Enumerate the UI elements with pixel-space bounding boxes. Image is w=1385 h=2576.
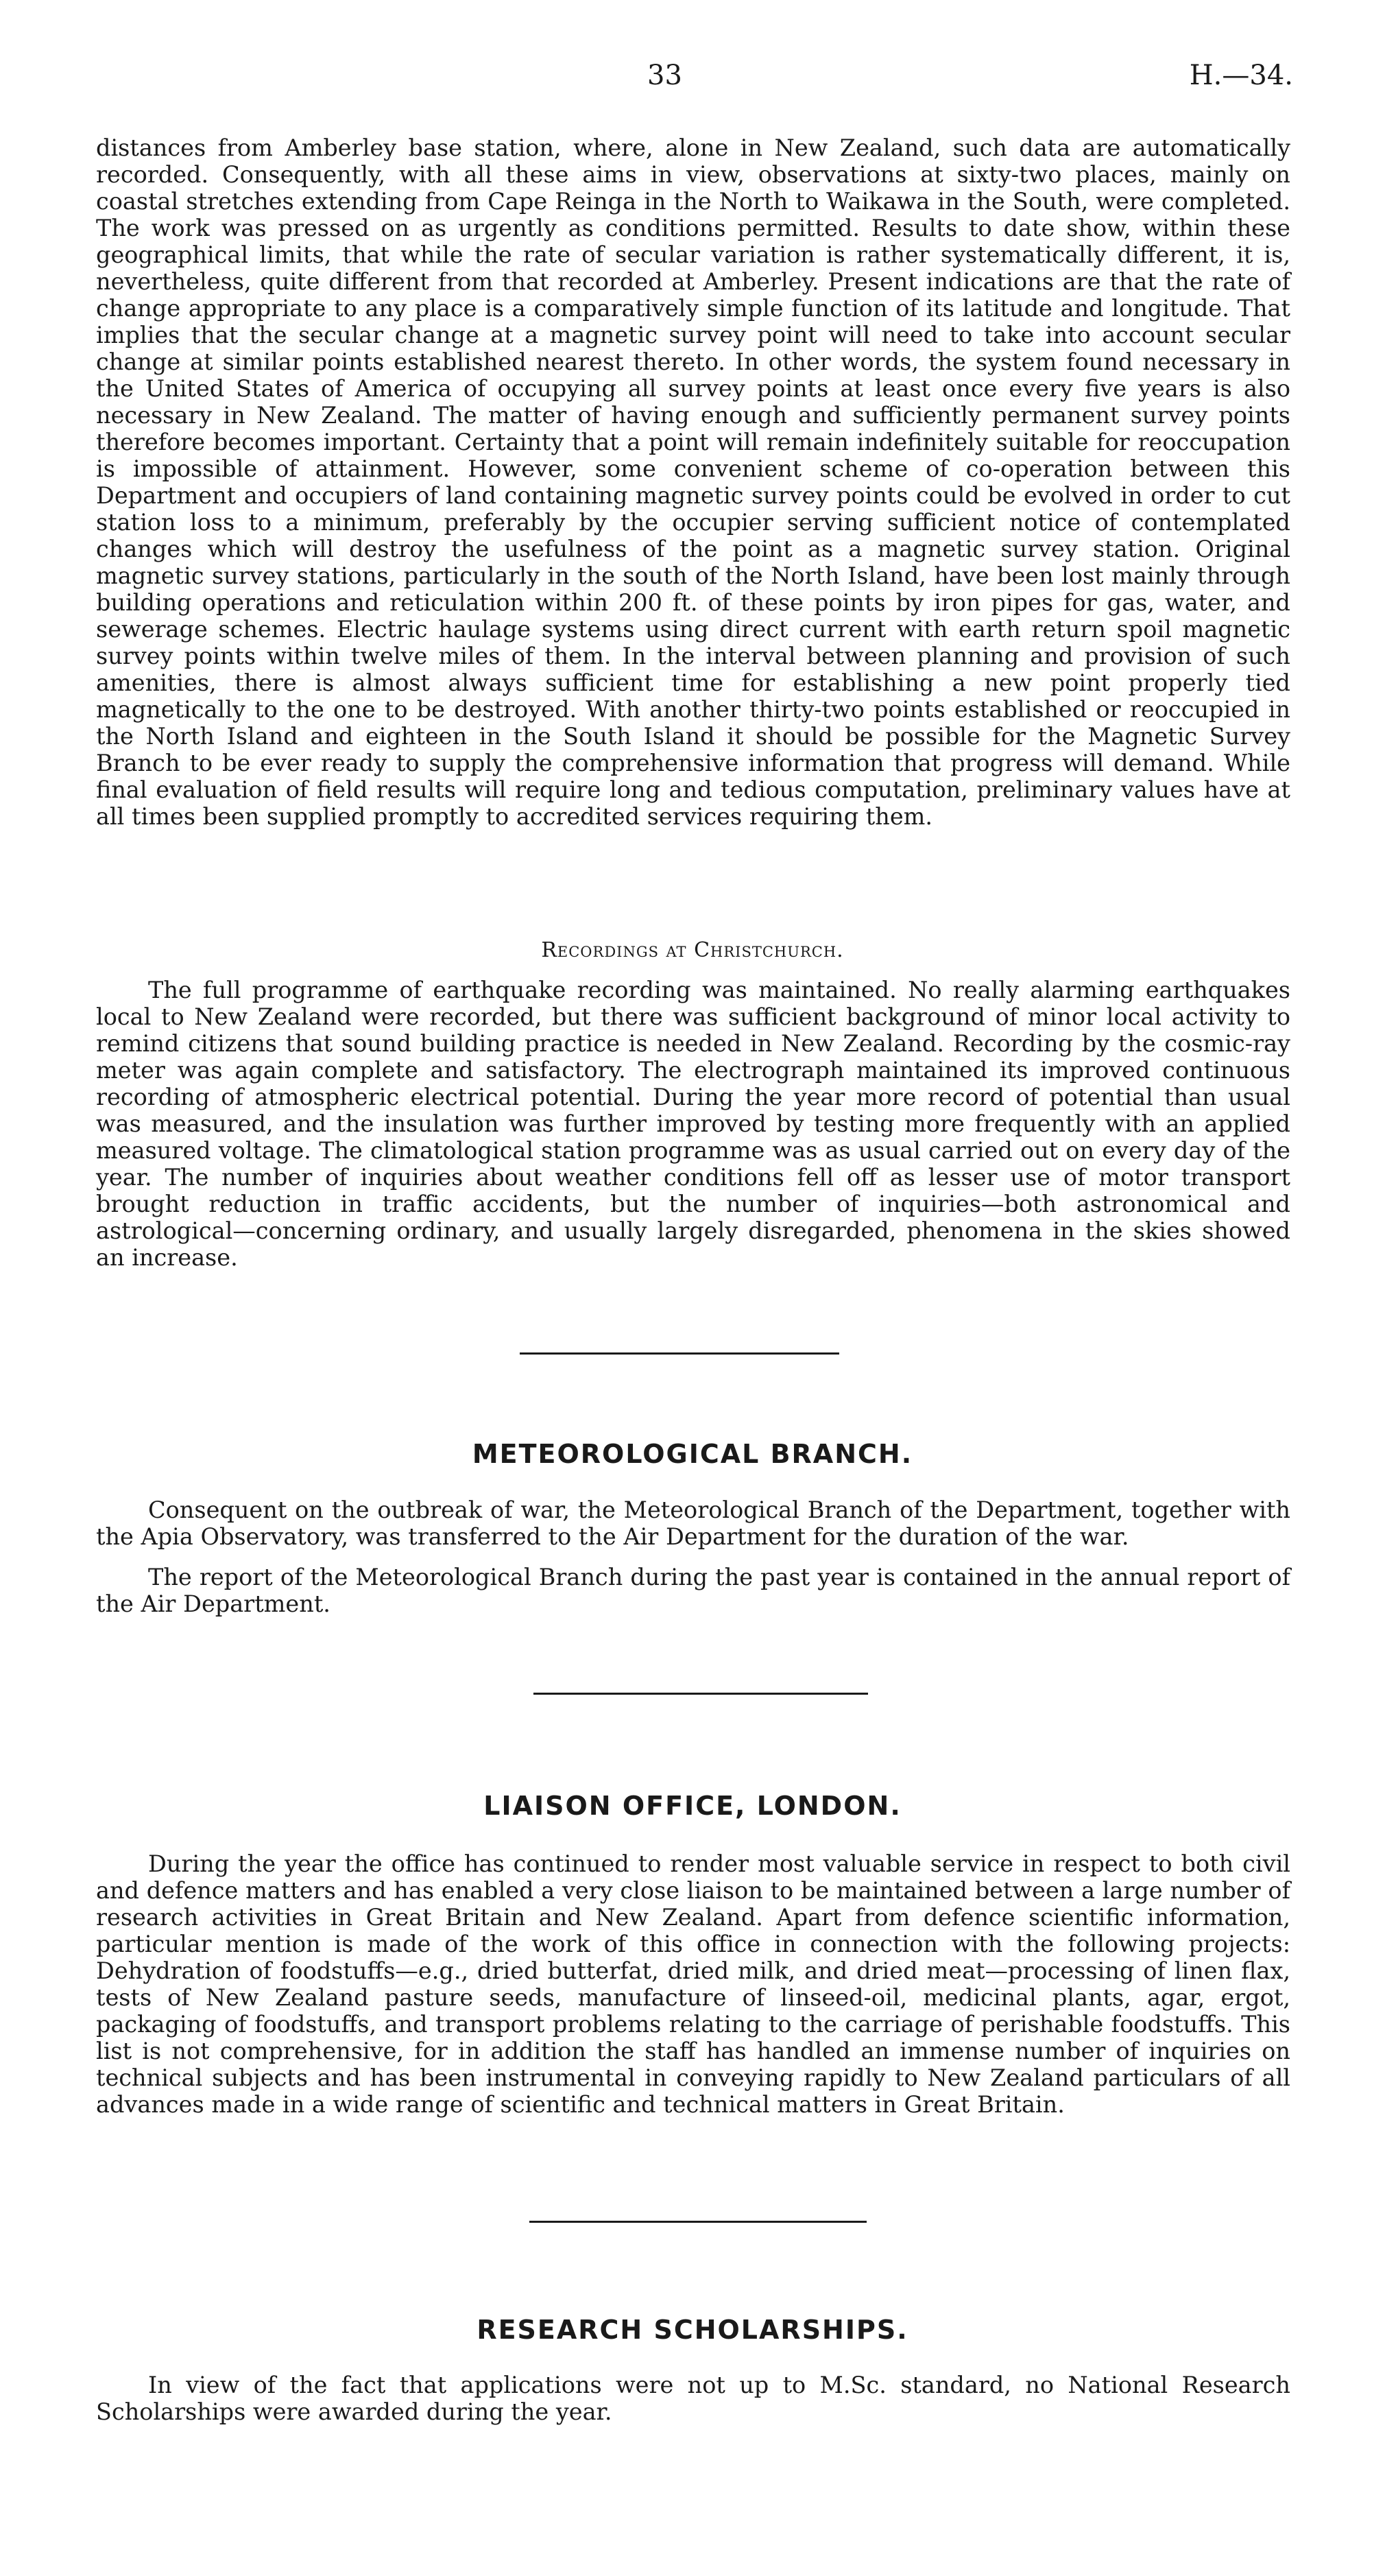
section-divider xyxy=(520,1352,839,1355)
meteorological-heading: METEOROLOGICAL BRANCH. xyxy=(472,1439,913,1469)
liaison-heading: LIAISON OFFICE, LONDON. xyxy=(483,1791,902,1821)
page-number: 33 xyxy=(647,60,682,91)
report-reference: H.—34. xyxy=(1189,60,1293,91)
meteorological-paragraph-2: The report of the Meteorological Branch during the past year is contained in the annual report of the Air Department. xyxy=(96,1564,1290,1617)
recordings-caption: Recordings at Christchurch. xyxy=(541,938,844,962)
scholarships-heading: RESEARCH SCHOLARSHIPS. xyxy=(477,2315,908,2345)
liaison-paragraph: During the year the office has continued to render most valuable service in respect to both civil and defence matters and has enabled a very close liaison to be maintained between a large number of research activities in Great Britain and New Zealand. Apart from defence scientific information, particular mention is made of the work of this office in connection with the following projects: Dehydration of foodstuffs—e.g., dried butterfat, dried milk, and dried meat—processing of linen flax, tests of New Zealand pasture seeds, manufacture of linseed-oil, medicinal plants, agar, ergot, packaging of foodstuffs, and transport problems relating to the carriage of perishable foodstuffs. This list is not comprehensive, for in addition the staff has handled an immense number of inquiries on technical subjects and has been instrumental in conveying rapidly to New Zealand particulars of all advances made in a wide range of scientific and technical matters in Great Britain. xyxy=(96,1850,1290,2118)
section-divider xyxy=(529,2221,867,2223)
meteorological-paragraph-1: Consequent on the outbreak of war, the Meteorological Branch of the Department, together with the Apia Observatory, was transferred to the Air Department for the duration of the war. xyxy=(96,1496,1290,1550)
section-divider xyxy=(533,1693,868,1695)
recordings-paragraph: The full programme of earthquake recording was maintained. No really alarming earthquakes local to New Zealand were recorded, but there was sufficient background of minor local activity to remind citizens that sound building practice is needed in New Zealand. Recording by the cosmic-ray meter was again complete and satisfactory. The electrograph maintained its improved continuous recording of atmospheric electrical potential. During the year more record of potential than usual was measured, and the insulation was further improved by testing more frequently with an applied measured voltage. The climatological station programme was as usual carried out on every day of the year. The number of inquiries about weather conditions fell off as lesser use of motor transport brought reduction in traffic accidents, but the number of inquiries—both astronomical and astrological—concerning ordinary, and usually largely disregarded, phenomena in the skies showed an increase. xyxy=(96,977,1290,1271)
scholarships-paragraph: In view of the fact that applications were not up to M.Sc. standard, no National Research Scholarships were awarded during the year. xyxy=(96,2372,1290,2425)
magnetic-survey-paragraph: distances from Amberley base station, where, alone in New Zealand, such data are automatically recorded. Consequently, with all these aims in view, observations at sixty-two places, mainly on coastal stretches extending from Cape Reinga in the North to Waikawa in the South, were completed. The work was pressed on as urgently as conditions permitted. Results to date show, within these geographical limits, that while the rate of secular variation is rather systematically different, it is, nevertheless, quite different from that recorded at Amberley. Present indications are that the rate of change appropriate to any place is a comparatively simple function of its latitude and longitude. That implies that the secular change at a magnetic survey point will need to take into account secular change at similar points established nearest thereto. In other words, the system found necessary in the United States of America of occupying all survey points at least once every five years is also necessary in New Zealand. The matter of having enough and sufficiently permanent survey points therefore becomes important. Certainty that a point will remain indefinitely suitable for reoccupation is impossible of attainment. However, some convenient scheme of co-operation between this Department and occupiers of land containing magnetic survey points could be evolved in order to cut station loss to a minimum, preferably by the occupier serving sufficient notice of contemplated changes which will destroy the usefulness of the point as a magnetic survey station. Original magnetic survey stations, particularly in the south of the North Island, have been lost mainly through building operations and reticulation within 200 ft. of these points by iron pipes for gas, water, and sewerage schemes. Electric haulage systems using direct current with earth return spoil magnetic survey points within twelve miles of them. In the interval between planning and provision of such amenities, there is almost always sufficient time for establishing a new point properly tied magnetically to the one to be destroyed. With another thirty-two points established or reoccupied in the North Island and eighteen in the South Island it should be possible for the Magnetic Survey Branch to be ever ready to supply the comprehensive information that progress will demand. While final evaluation of field results will require long and tedious computation, preliminary values have at all times been supplied promptly to accredited services requiring them. xyxy=(96,134,1290,830)
